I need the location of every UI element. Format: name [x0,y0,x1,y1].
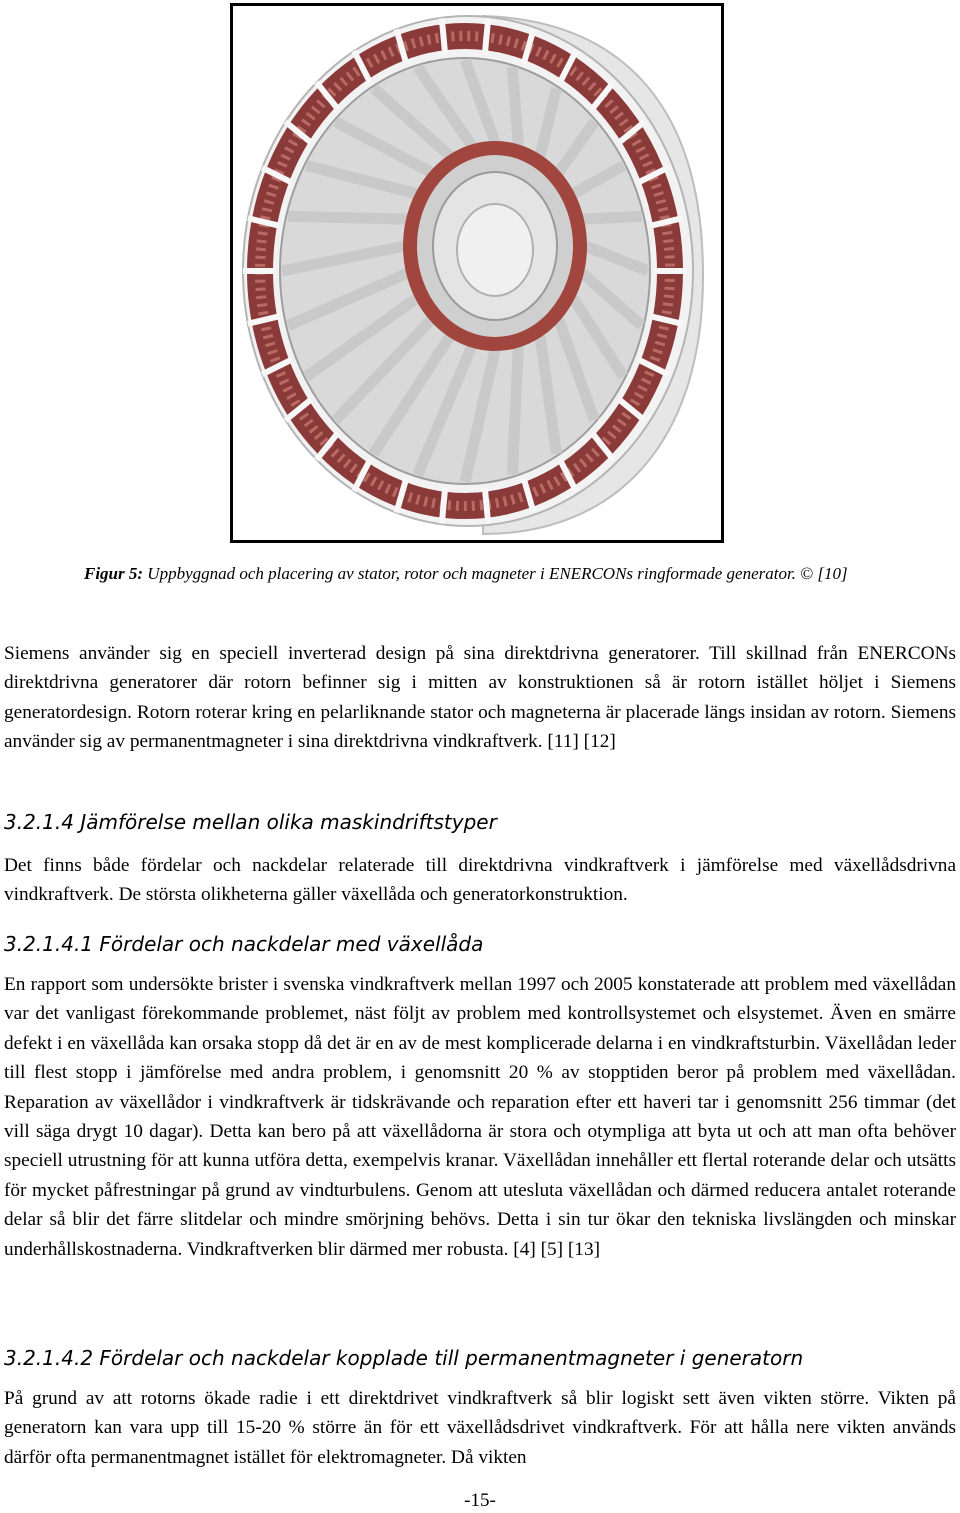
section-heading-comparison: 3.2.1.4 Jämförelse mellan olika maskindriftstyper [4,810,497,834]
rotor-spoke [512,346,518,474]
winding-clip [485,18,488,54]
ring-generator-illustration [233,6,721,540]
paragraph-permanent-magnets: På grund av att rotorns ökade radie i ett direktdrivet vindkraftverk så blir logiskt sett även vikten större. Vikten på generatorn kan vara upp till 15-20 % större än för ett växellådsdrivet vindkraftverk. För att hålla nere vikten används därför ofta permanentmagnet istället för elektromagneter. Då vikten [4,1388,956,1468]
hub-inner-bore [457,204,533,296]
rotor-spoke [288,216,408,219]
winding-clip [442,18,445,54]
rotor-spoke [582,216,642,219]
winding-clip [485,488,488,524]
section-heading-permanent-magnets: 3.2.1.4.2 Fördelar och nackdelar kopplade till permanentmagneter i generatorn [4,1346,804,1370]
figure-caption-text: Uppbyggnad och placering av stator, rotor och magneter i ENERCONs ringformade generator. © [10] [143,564,848,583]
generator-figure [230,3,724,543]
paragraph-siemens-design: Siemens använder sig en speciell inverterad design på sina direktdrivna generatorer. Till skillnad från ENERCONs direktdrivna generatorer där rotorn befinner sig i mitten av konstruktionen så är rotorn istället höljet i Siemens generatordesign. Rotorn roterar kring en pelarliknande stator och magneterna är placerade längs insidan av rotorn. Siemens använder sig av permanentmagneter i sina direktdrivna vindkraftverk. [11] [12] [4,643,956,753]
figure-caption-label: Figur 5: [84,564,144,583]
figure-caption [84,564,904,584]
page-number: -15- [464,1490,496,1511]
paragraph-gearbox: En rapport som undersökte brister i svenska vindkraftverk mellan 1997 och 2005 konstaterade att problem med växellådan var det vanligast förekommande problemet, näst följt av problem med kontrollsystemet och elsystemet. Även en smärre defekt i en växellåda kan orsaka stopp då det är en av de mest komplicerade delarna i en vindkraftsturbin. Växellådan leder till flest stopp i jämförelse med andra problem, i genomsnitt 20 % av stopptiden beror på problem med växellådan. Reparation av växellådor i vindkraftverk är tidskrävande och reparation efter ett haveri tar i genomsnitt 256 timmar (det vill säga drygt 10 dagar). Detta kan bero på att växellådorna är stora och otympliga att byta ut och att man ofta behöver speciell utrustning för att kunna utföra detta, exempelvis kranar. Växellådan innehåller ett flertal roterande delar och utsätts för mycket påfrestningar på grund av vindturbulens. Genom att utesluta växellådan och därmed reducera antalet roterande delar så blir det färre slitdelar och mindre smörjning behövs. Detta i sin tur ökar den tekniska livslängden och minskar underhållskostnaderna. Vindkraftverken blir därmed mer robusta. [4] [5] [13] [4,974,956,1260]
section-heading-gearbox: 3.2.1.4.1 Fördelar och nackdelar med växellåda [4,932,484,956]
winding-clip [442,488,445,524]
paragraph-comparison-intro: Det finns både fördelar och nackdelar relaterade till direktdrivna vindkraftverk i jämförelse med växellådsdrivna vindkraftverk. De största olikheterna gäller växellåda och generatorkonstruktion. [4,855,956,906]
rotor-spoke [512,67,518,145]
